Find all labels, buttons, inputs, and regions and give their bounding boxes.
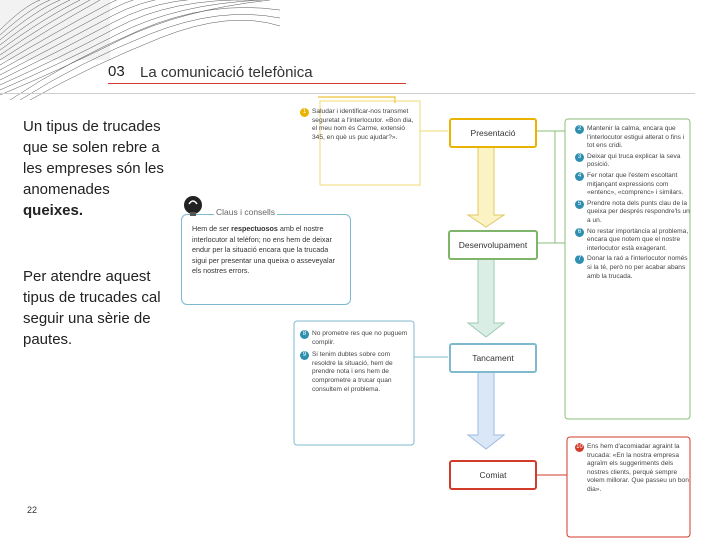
lightbulb-icon [181,194,205,218]
tips-text: Hem de ser respectuosos amb el nostre interlocutor al telèfon; no ens hem de deixar endur per la situació encara que la trucada sigui per presentar una queixa o asseveyalar els nostres errors. [192,224,336,275]
step-desenvolupament: Desenvolupament [448,230,538,260]
badge-8: 8 [300,330,309,339]
bracket-presentacio [318,97,395,103]
callout-left-bottom: 8 No prometre res que no puguem complir. 9 Si tenim dubtes sobre com resoldre la situació, hem de prendre nota i ens hem de comprometre a trucar quan consultem el problema. [300,330,410,396]
badge-5: 5 [575,200,584,209]
arrow-desenvolupament [468,255,504,337]
callout-right: 2 Mantenir la calma, encara que l'interlocutor estigui alterat o fins i tot ens cridi. 3 Deixar qui truca explicar la seva posició. 4 Fer notar que l'estem escoltant mitjançant expressions com «entenc», «comprenc» i similars. 5 Prendre nota dels punts clau de la queixa per després respondre'ls un a un. 6 No restar importància al problema, encara que notem que el nostre interlocutor està exagerant. 7 Donar la raó a l'interlocutor només si la té, però no per acabar abans amb la trucada. [575,125,693,283]
badge-2: 2 [575,125,584,134]
badge-10: 10 [576,444,583,450]
instructions-paragraph: Per atendre aquest tipus de trucades cal seguir una sèrie de pautes. [23,268,161,348]
callout-step10: 10 Ens hem d'acomiadar agraint la trucada: «En la nostra empresa agraïm els suggeriments dels nostres clients, perquè sempre volem millorar. Que passeu un bon dia». [576,443,689,493]
chapter-title: La comunicació telefònica [140,64,313,81]
keyword-queixes: queixes. [23,202,84,219]
intro-paragraph: Un tipus de trucades que se solen rebre a les empreses són les anomenades queixes. [23,118,164,219]
badge-7: 7 [575,255,584,264]
callout-step1: 1 Saludar i identificar-nos transmet seguretat a l'interlocutor. «Bon dia, el meu nom és Carme, extensió 345, en què us puc ajudar?». [300,108,418,144]
chapter-number: 03 [108,63,125,80]
badge-3: 3 [575,153,584,162]
header-divider [0,93,695,94]
badge-1: 1 [300,108,309,117]
badge-6: 6 [575,228,584,237]
step-comiat: Comiat [449,460,537,490]
arrow-presentacio [468,143,504,227]
badge-4: 4 [575,172,584,181]
step-presentacio: Presentació [449,118,537,148]
step-tancament: Tancament [449,343,537,373]
arrow-tancament [468,367,504,449]
title-underline [108,83,406,84]
page-number: 22 [27,505,38,515]
decorative-wire-art [0,0,280,100]
tips-title: Claus i consells [216,207,276,217]
badge-9: 9 [300,351,309,360]
